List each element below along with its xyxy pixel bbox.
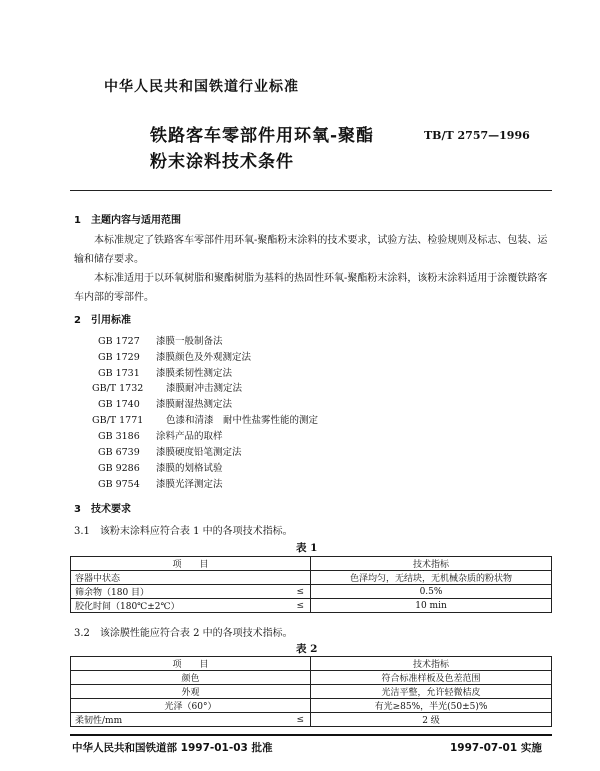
implementation-date: 1997-07-01 实施: [450, 742, 542, 754]
reference-code: GB 6739: [98, 447, 140, 458]
table-header-row: [71, 657, 552, 671]
header-item: 项 目: [71, 657, 311, 671]
table-1: [70, 556, 552, 613]
row-item: 柔韧性/mm: [71, 713, 291, 727]
reference-item: [98, 333, 223, 347]
reference-code: GB 3186: [98, 431, 140, 442]
table-row: [71, 699, 552, 713]
row-value: 有光≥85%，半光(50±5)%: [311, 699, 552, 713]
table-row: [71, 685, 552, 699]
header-value: 技术指标: [311, 657, 552, 671]
reference-name: 漆膜柔韧性测定法: [156, 368, 233, 379]
reference-code: GB 9286: [98, 463, 140, 474]
reference-name: 漆膜耐湿热测定法: [156, 399, 233, 410]
issuer-header: 中华人民共和国铁道行业标准: [104, 79, 299, 95]
title-line-2: 粉末涂料技术条件: [150, 152, 294, 172]
table-row: [71, 585, 552, 599]
row-item: 光泽（60°）: [71, 699, 311, 713]
approval-line: 中华人民共和国铁道部 1997-01-03 批准: [72, 742, 273, 754]
row-item: 颜色: [71, 671, 311, 685]
header-value: 技术指标: [311, 557, 552, 571]
reference-item: [98, 365, 232, 379]
reference-name: 漆膜硬度铅笔测定法: [156, 447, 242, 458]
reference-item: [92, 380, 242, 394]
table-1-caption: 表 1: [296, 542, 318, 554]
reference-name: 漆膜一般制备法: [156, 336, 223, 347]
reference-name: 漆膜耐冲击测定法: [166, 383, 243, 394]
footer-rule: [70, 734, 552, 736]
table-row: [71, 713, 552, 727]
reference-code: GB/T 1732: [92, 383, 144, 394]
row-item: 外观: [71, 685, 311, 699]
reference-name: 色漆和清漆 耐中性盐雾性能的测定: [166, 415, 319, 426]
table-header-row: [71, 557, 552, 571]
reference-name: 漆膜的划格试验: [156, 463, 223, 474]
reference-item: [98, 349, 251, 363]
reference-code: GB 1727: [98, 336, 140, 347]
section-2-heading: 2 引用标准: [74, 315, 131, 326]
table-row: [71, 671, 552, 685]
row-value: 0.5%: [311, 585, 552, 599]
header-item: 项 目: [71, 557, 311, 571]
reference-code: GB/T 1771: [92, 415, 144, 426]
section-3-heading: 3 技术要求: [74, 504, 131, 515]
reference-item: [92, 412, 318, 426]
reference-code: GB 1731: [98, 368, 140, 379]
reference-item: [98, 476, 223, 490]
reference-item: [98, 444, 242, 458]
title-rule: [70, 190, 552, 191]
section-1-para-2: 本标准适用于以环氧树脂和聚酯树脂为基料的热固性环氧-聚酯粉末涂料，该粉末涂料适用于涂覆铁路客车内部的零部件。: [74, 273, 548, 303]
standard-number: TB/T 2757—1996: [424, 129, 530, 142]
row-item: 筛余物（180 目）: [71, 585, 291, 599]
reference-name: 漆膜颜色及外观测定法: [156, 352, 252, 363]
clause-3-2: 3.2 该涂膜性能应符合表 2 中的各项技术指标。: [74, 628, 293, 639]
row-operator: ≤: [291, 585, 311, 599]
reference-name: 涂料产品的取样: [156, 431, 223, 442]
row-value: 符合标准样板及色差范围: [311, 671, 552, 685]
title-line-1: 铁路客车零部件用环氧-聚酯: [150, 126, 375, 146]
row-operator: [291, 571, 311, 585]
table-2-caption: 表 2: [296, 643, 318, 655]
reference-item: [98, 396, 232, 410]
row-operator: ≤: [291, 599, 311, 613]
row-operator: ≤: [291, 713, 311, 727]
row-value: 色泽均匀，无结块，无机械杂质的粉状物: [311, 571, 552, 585]
row-value: 2 级: [311, 713, 552, 727]
table-2: [70, 656, 552, 727]
reference-item: [98, 460, 223, 474]
section-1-heading: 1 主题内容与适用范围: [74, 215, 181, 226]
row-value: 10 min: [311, 599, 552, 613]
reference-code: GB 9754: [98, 479, 140, 490]
table-row: [71, 571, 552, 585]
row-value: 光洁平整，允许轻微桔皮: [311, 685, 552, 699]
reference-item: [98, 428, 223, 442]
row-item: 胶化时间（180℃±2℃）: [71, 599, 291, 613]
reference-name: 漆膜光泽测定法: [156, 479, 223, 490]
reference-code: GB 1740: [98, 399, 140, 410]
section-1-para-1: 本标准规定了铁路客车零部件用环氧-聚酯粉末涂料的技术要求，试验方法、检验规则及标志、包装、运输和储存要求。: [74, 235, 548, 265]
table-row: [71, 599, 552, 613]
reference-code: GB 1729: [98, 352, 140, 363]
clause-3-1: 3.1 该粉末涂料应符合表 1 中的各项技术指标。: [74, 526, 293, 537]
row-item: 容器中状态: [71, 571, 291, 585]
